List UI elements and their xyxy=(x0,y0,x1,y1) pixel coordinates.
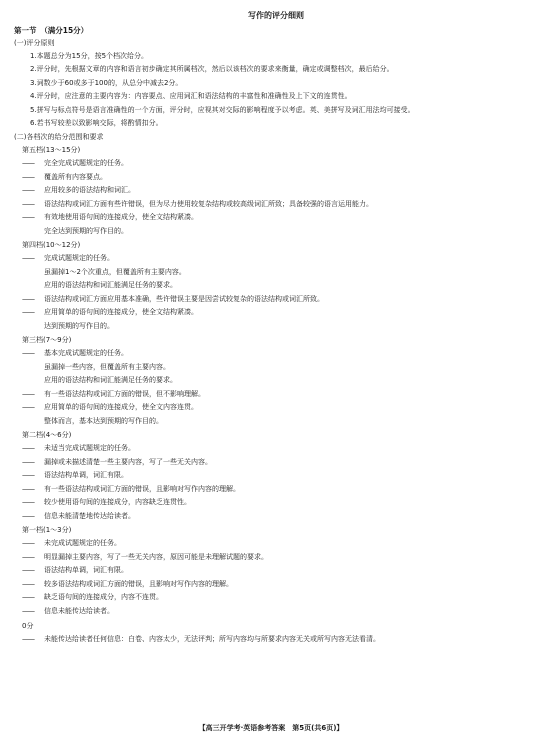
criterion-text: 信息未能传达给读者。 xyxy=(44,606,114,615)
criterion-text: 基本完成试题规定的任务。 xyxy=(44,349,128,357)
principle-item: 4.评分时，应注意的主要内容为：内容要点、应用词汇和语法结构的丰富性和准确性及上下文的连贯性。 xyxy=(30,92,352,100)
dash-marker: —— xyxy=(22,159,34,167)
levels-heading: (二)各档次的给分范围和要求 xyxy=(14,132,104,141)
criterion-item xyxy=(22,361,530,375)
criterion-item xyxy=(22,564,530,578)
section-heading: 第一节 （满分15分） xyxy=(14,26,89,35)
level-zero-heading: 0分 xyxy=(22,622,34,630)
level-zero-text: 未能传达给读者任何信息：白卷、内容太少，无法评判；所写内容均与所要求内容无关或所写内容无法看清。 xyxy=(44,635,380,643)
dash-marker: —— xyxy=(22,539,34,547)
criterion-item xyxy=(22,184,530,198)
grade-level xyxy=(22,144,530,238)
criterion-item xyxy=(22,347,530,361)
criterion-text: 语法结构或词汇方面应用基本准确，些许错误主要是因尝试较复杂的语法结构或词汇所致。 xyxy=(44,294,324,303)
criterion-item xyxy=(22,401,530,415)
criterion-item xyxy=(22,225,530,239)
criterion-item xyxy=(22,483,530,497)
principle-item: 2.评分时，先根据文章的内容和语言初步确定其所属档次，然后以该档次的要求来衡量，确定或调整档次，最后给分。 xyxy=(30,65,394,73)
dash-marker: —— xyxy=(22,498,34,506)
criterion-item xyxy=(22,279,530,293)
criterion-text: 达到预期的写作目的。 xyxy=(44,321,114,330)
criterion-item xyxy=(22,157,530,171)
criterion-item xyxy=(22,171,530,185)
criterion-text: 有一些语法结构或词汇方面的错误，但不影响理解。 xyxy=(44,389,205,398)
criterion-text: 完全达到预期的写作目的。 xyxy=(44,226,128,235)
criterion-item xyxy=(22,266,530,280)
criterion-item xyxy=(22,388,530,402)
dash-marker: —— xyxy=(22,444,34,452)
criterion-item xyxy=(22,198,530,212)
criterion-item xyxy=(22,605,530,619)
criterion-item xyxy=(22,374,530,388)
criterion-text: 语法结构单调，词汇有限。 xyxy=(44,566,128,574)
criterion-text: 有一些语法结构或词汇方面的错误，且影响对写作内容的理解。 xyxy=(44,484,240,493)
dash-marker: —— xyxy=(22,471,34,479)
criterion-item xyxy=(22,252,530,266)
dash-marker: —— xyxy=(22,349,34,357)
criterion-text: 缺乏语句间的连接成分，内容不连贯。 xyxy=(44,593,163,601)
criterion-text: 未适当完成试题规定的任务。 xyxy=(44,444,135,452)
criterion-text: 较多语法结构或词汇方面的错误，且影响对写作内容的理解。 xyxy=(44,579,233,588)
dash-marker: —— xyxy=(22,172,34,181)
criterion-text: 虽漏掉一些内容，但覆盖所有主要内容。 xyxy=(44,362,170,371)
dash-marker: —— xyxy=(22,579,34,588)
principle-item: 5.拼写与标点符号是语言准确性的一个方面，评分时，应视其对交际的影响程度予以考虑。英、美拼写及词汇用法均可接受。 xyxy=(30,105,415,114)
dash-marker: —— xyxy=(22,254,34,262)
criterion-text: 应用的语法结构和词汇能满足任务的要求。 xyxy=(44,376,177,384)
dash-marker: —— xyxy=(22,552,34,561)
criterion-item xyxy=(22,551,530,565)
dash-marker: —— xyxy=(22,511,34,520)
criterion-text: 完成试题规定的任务。 xyxy=(44,254,114,262)
dash-marker: —— xyxy=(22,308,34,316)
criterion-text: 整体而言，基本达到预期的写作目的。 xyxy=(44,416,163,425)
criterion-text: 应用简单的语句间的连接成分，使全文结构紧凑。 xyxy=(44,308,198,316)
criterion-item xyxy=(22,578,530,592)
page-title: 写作的评分细则 xyxy=(248,11,304,20)
grade-level-heading: 第三档(7～9分) xyxy=(22,336,72,344)
grade-level xyxy=(22,429,530,523)
grade-level-heading: 第二档(4～6分) xyxy=(22,431,72,439)
scoring-principles xyxy=(14,37,530,131)
grade-level xyxy=(22,334,530,428)
dash-marker: —— xyxy=(22,635,34,643)
criterion-text: 信息未能清楚地传达给读者。 xyxy=(44,511,135,520)
criterion-item xyxy=(22,306,530,320)
level-zero-item xyxy=(22,633,530,647)
dash-marker: —— xyxy=(22,294,34,303)
principle-item: 6.若书写较差以致影响交际，将酌情扣分。 xyxy=(30,119,163,127)
dash-marker: —— xyxy=(22,457,34,466)
criterion-item xyxy=(22,496,530,510)
dash-marker: —— xyxy=(22,186,34,194)
criterion-item xyxy=(22,469,530,483)
criterion-item xyxy=(22,293,530,307)
criterion-item xyxy=(22,591,530,605)
page-footer: 【高三开学考·英语参考答案 第5页(共6页)】 xyxy=(198,724,344,732)
criterion-item xyxy=(22,510,530,524)
dash-marker: —— xyxy=(22,606,34,615)
criterion-text: 应用简单的语句间的连接成分，使全文内容连贯。 xyxy=(44,403,198,411)
criterion-text: 明显漏掉主要内容，写了一些无关内容，原因可能是未理解试题的要求。 xyxy=(44,552,268,561)
grade-level-heading: 第五档(13～15分) xyxy=(22,146,81,154)
criterion-item xyxy=(22,537,530,551)
criterion-item xyxy=(22,415,530,429)
levels-list xyxy=(22,144,530,618)
criterion-text: 语法结构或词汇方面有些许错误，但为尽力使用较复杂结构或较高级词汇所致；具备较强的语言运用能力。 xyxy=(44,199,373,208)
principle-item: 3.词数少于60或多于100的，从总分中减去2分。 xyxy=(30,78,183,87)
grade-level-heading: 第一档(1～3分) xyxy=(22,526,72,534)
criterion-item xyxy=(22,442,530,456)
criterion-text: 有效地使用语句间的连接成分，使全文结构紧凑。 xyxy=(44,213,198,221)
criterion-text: 漏掉或未描述清楚一些主要内容，写了一些无关内容。 xyxy=(44,457,212,466)
dash-marker: —— xyxy=(22,484,34,493)
grade-level xyxy=(22,239,530,333)
grade-level xyxy=(22,524,530,618)
criterion-text: 应用较多的语法结构和词汇。 xyxy=(44,186,135,194)
criterion-text: 覆盖所有内容要点。 xyxy=(44,172,107,181)
criterion-text: 完全完成试题规定的任务。 xyxy=(44,159,128,167)
dash-marker: —— xyxy=(22,389,34,398)
criterion-item xyxy=(22,211,530,225)
dash-marker: —— xyxy=(22,199,34,208)
criterion-item xyxy=(22,320,530,334)
criterion-text: 较少使用语句间的连接成分，内容缺乏连贯性。 xyxy=(44,498,191,506)
grade-level-heading: 第四档(10～12分) xyxy=(22,241,81,249)
criterion-text: 语法结构单调，词汇有限。 xyxy=(44,471,128,479)
principle-item: 1.本题总分为15分，按5个档次给分。 xyxy=(30,51,149,60)
grading-levels xyxy=(14,131,530,647)
principles-heading: (一)评分原则 xyxy=(14,39,55,47)
dash-marker: —— xyxy=(22,403,34,411)
dash-marker: —— xyxy=(22,566,34,574)
criterion-text: 未完成试题规定的任务。 xyxy=(44,539,121,547)
dash-marker: —— xyxy=(22,593,34,601)
criterion-item xyxy=(22,456,530,470)
criterion-text: 虽漏掉1～2个次重点，但覆盖所有主要内容。 xyxy=(44,267,186,276)
dash-marker: —— xyxy=(22,213,34,221)
criterion-text: 应用的语法结构和词汇能满足任务的要求。 xyxy=(44,281,177,289)
